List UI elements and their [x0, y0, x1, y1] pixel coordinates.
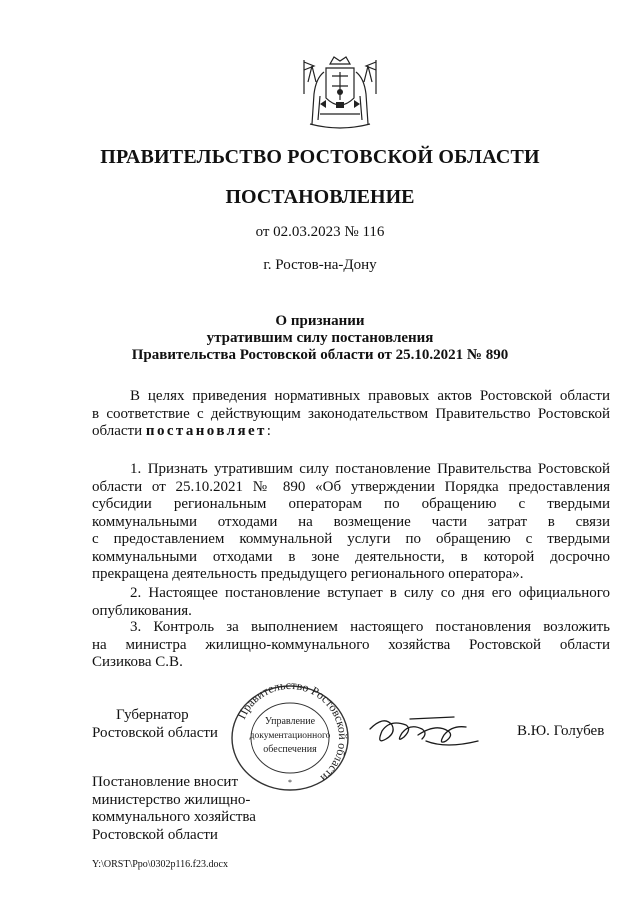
paragraph-line: прекращена деятельность предыдущего регионального оператора». — [92, 566, 524, 582]
paragraph-line: 2. Настоящее постановление вступает в силу со дня его официального — [130, 585, 610, 601]
paragraph-line: на министра жилищно-коммунального хозяйства Ростовской области — [92, 636, 610, 653]
paragraph-line: Сизикова С.В. — [92, 654, 183, 670]
note-line: Постановление вносит — [92, 774, 239, 790]
signatory-title-line: Ростовской области — [92, 724, 218, 741]
paragraph-line: В целях приведения нормативных правовых актов Ростовской области — [130, 388, 610, 404]
handwritten-signature-icon — [366, 711, 482, 755]
svg-text:*: * — [288, 778, 292, 787]
stamp-outer-text: Правительство Ростовской области — [234, 683, 351, 786]
note-line: министерство жилищно- — [92, 791, 251, 808]
document-city: г. Ростов-на-Дону — [263, 257, 377, 273]
subject-line: утратившим силу постановления — [206, 330, 434, 346]
item-3-paragraph — [92, 619, 610, 672]
signatory-title-line: Губернатор — [116, 707, 189, 723]
stamp-inner-line: Управление — [264, 716, 316, 727]
submitted-by-note — [92, 774, 256, 844]
subject-line: О признании — [275, 313, 365, 329]
preamble-prefix: области — [92, 423, 146, 439]
government-name: ПРАВИТЕЛЬСТВО РОСТОВСКОЙ ОБЛАСТИ — [100, 146, 540, 168]
paragraph-line: в соответствие с действующим законодательством Правительство Ростовской — [92, 405, 610, 422]
signatory-name: В.Ю. Голубев — [517, 723, 605, 739]
signatory-title — [92, 707, 218, 742]
document-date-number: от 02.03.2023 № 116 — [255, 224, 385, 240]
paragraph-line: субсидии региональным операторам по обращению с твердыми — [92, 496, 610, 512]
file-path: Y:\ORST\Ppo\0302p116.f23.docx — [92, 859, 228, 870]
coat-of-arms-icon — [300, 54, 380, 132]
stamp-inner-line: обеспечения — [263, 744, 317, 755]
paragraph-line: коммунальными отходами в зоне деятельности, в которой досрочно — [92, 548, 610, 565]
item-1-paragraph — [92, 461, 610, 584]
paragraph-line: коммунальными отходами на возмещение части затрат в связи — [92, 513, 610, 530]
preamble-suffix: : — [266, 423, 271, 439]
stamp-inner-line: документационного — [249, 731, 331, 741]
decree-word: постановляет — [145, 423, 267, 439]
document-subject — [0, 313, 640, 364]
note-line: Ростовской области — [92, 826, 218, 843]
paragraph-line: с предоставлением коммунальной услуги по обращению с твердыми — [92, 531, 610, 547]
subject-line: Правительства Ростовской области от 25.10.2021 № 890 — [131, 347, 509, 363]
document-type: ПОСТАНОВЛЕНИЕ — [225, 186, 415, 208]
item-2-paragraph — [92, 585, 610, 620]
paragraph-line: области от 25.10.2021 № 890 «Об утверждении Порядка предоставления — [92, 478, 610, 495]
paragraph-line: 3. Контроль за выполнением настоящего постановления возложить — [130, 619, 610, 635]
paragraph-line: опубликования. — [92, 602, 192, 619]
paragraph-line — [92, 423, 610, 441]
note-line: коммунального хозяйства — [92, 809, 256, 825]
paragraph-line: 1. Признать утратившим силу постановление Правительства Ростовской — [130, 461, 610, 477]
preamble-paragraph — [92, 388, 610, 441]
